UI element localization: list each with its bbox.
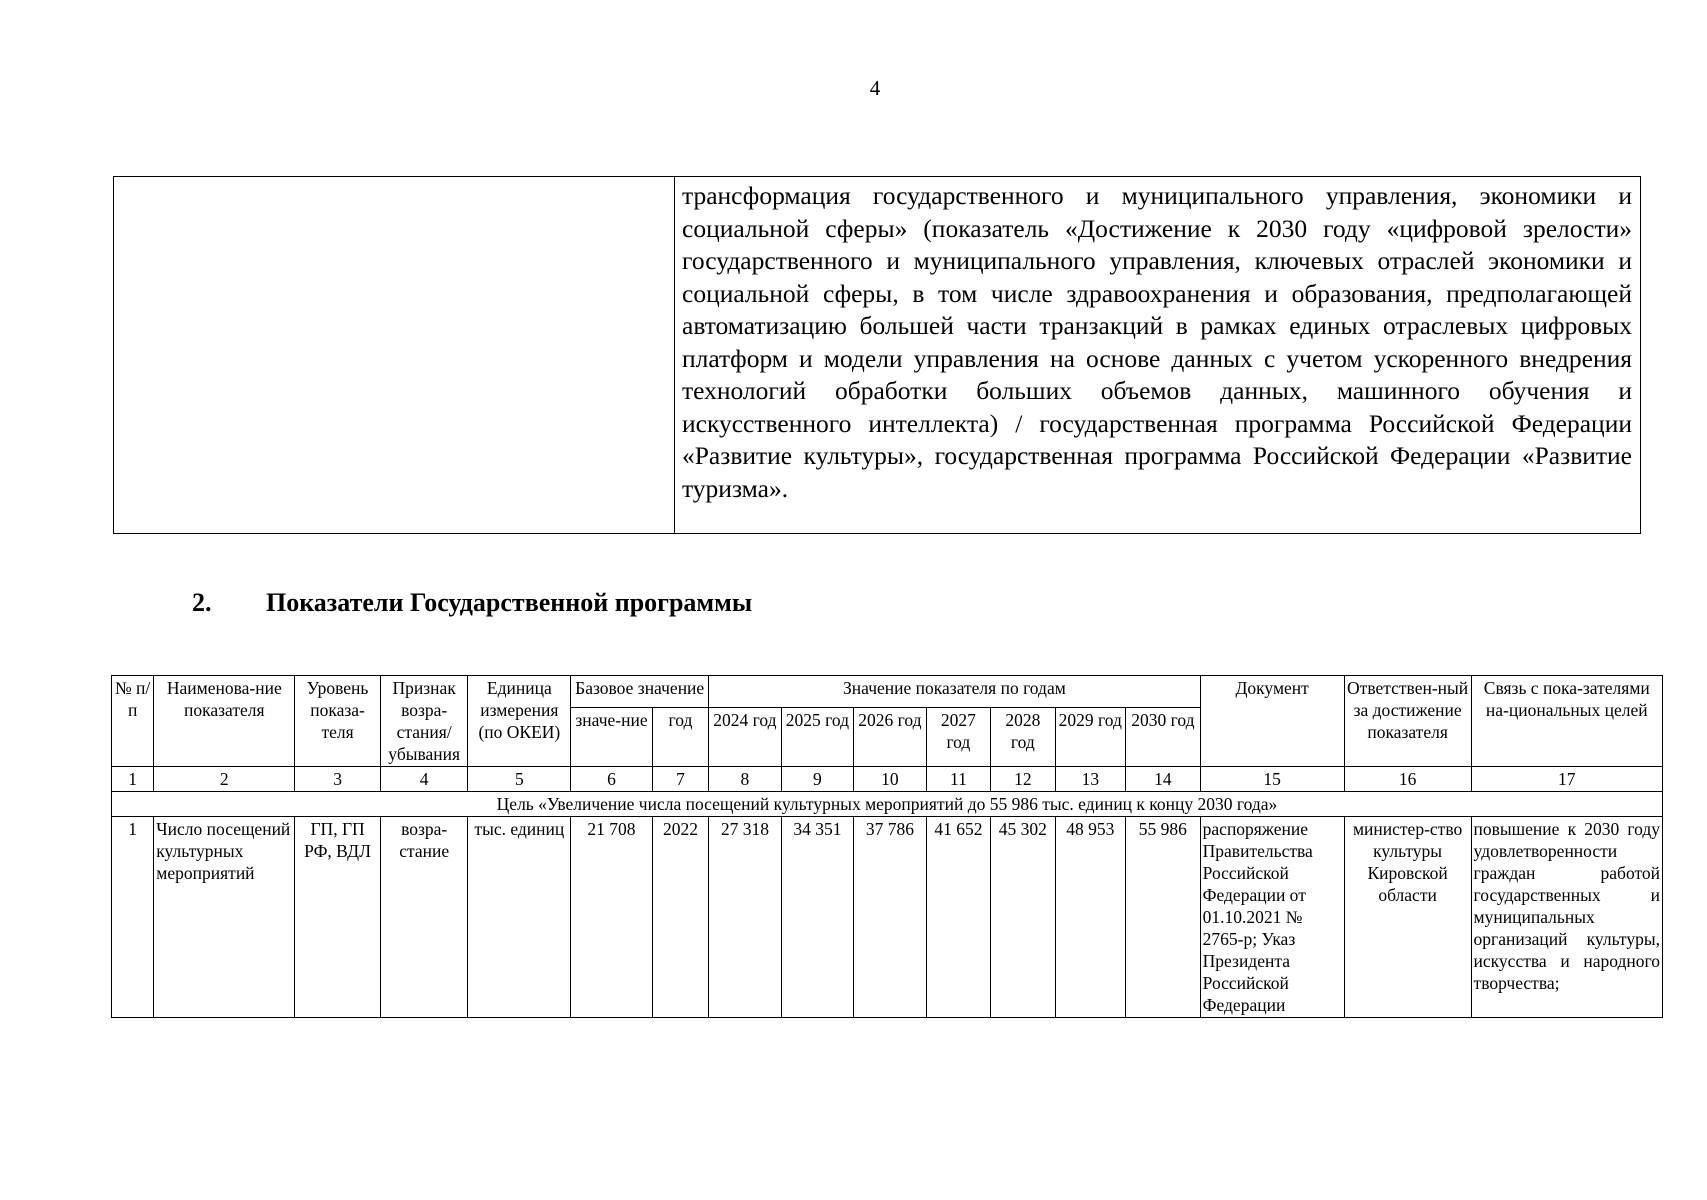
row-value: 55 986	[1126, 817, 1201, 1018]
row-value: 45 302	[991, 817, 1055, 1018]
header-values-by-year: Значение показателя по годам	[709, 676, 1200, 708]
header-num: № п/п	[112, 676, 154, 767]
column-number: 2	[154, 767, 295, 792]
column-number: 17	[1471, 767, 1662, 792]
goal-text: Цель «Увеличение числа посещений культурных мероприятий до 55 986 тыс. единиц к концу 2030 года»	[112, 792, 1663, 817]
row-name: Число посещений культурных мероприятий	[154, 817, 295, 1018]
row-responsible: министер-ство культуры Кировской области	[1344, 817, 1471, 1018]
section-number: 2.	[192, 588, 212, 617]
row-value: 41 652	[926, 817, 990, 1018]
header-document: Документ	[1200, 676, 1344, 767]
header-base: Базовое значение	[571, 676, 709, 708]
column-number: 4	[380, 767, 468, 792]
header-level: Уровень показа-теля	[295, 676, 381, 767]
row-base-value: 21 708	[571, 817, 653, 1018]
column-number: 15	[1200, 767, 1344, 792]
column-number: 5	[468, 767, 571, 792]
column-number: 12	[991, 767, 1055, 792]
table-row	[112, 817, 1663, 1018]
column-number: 16	[1344, 767, 1471, 792]
row-level: ГП, ГП РФ, ВДЛ	[295, 817, 381, 1018]
row-document: распоряжение Правительства Российской Федерации от 01.10.2021 № 2765-р; Указ Президента Российской Федерации	[1200, 817, 1344, 1018]
header-row-1	[112, 676, 1663, 708]
header-name: Наименова-ние показателя	[154, 676, 295, 767]
header-unit: Единица измерения (по ОКЕИ)	[468, 676, 571, 767]
column-number: 6	[571, 767, 653, 792]
goal-row	[112, 792, 1663, 817]
column-number: 10	[854, 767, 927, 792]
indicators-table	[111, 675, 1663, 1018]
column-number: 8	[709, 767, 782, 792]
column-divider	[674, 177, 675, 533]
header-year: 2030 год	[1126, 707, 1201, 766]
row-value: 37 786	[854, 817, 927, 1018]
header-year: 2025 год	[781, 707, 854, 766]
row-unit: тыс. единиц	[468, 817, 571, 1018]
row-value: 34 351	[781, 817, 854, 1018]
column-number: 14	[1126, 767, 1201, 792]
header-year: 2026 год	[854, 707, 927, 766]
column-number: 13	[1055, 767, 1125, 792]
row-num: 1	[112, 817, 154, 1018]
header-year: 2027 год	[926, 707, 990, 766]
header-link: Связь с пока-зателями на-циональных целей	[1471, 676, 1662, 767]
header-base-year: год	[652, 707, 708, 766]
column-number: 1	[112, 767, 154, 792]
row-value: 48 953	[1055, 817, 1125, 1018]
section-title: Показатели Государственной программы	[266, 588, 753, 617]
header-base-value: значе-ние	[571, 707, 653, 766]
header-sign: Признак возра-стания/ убывания	[380, 676, 468, 767]
header-responsible: Ответствен-ный за достижение показателя	[1344, 676, 1471, 767]
column-number: 9	[781, 767, 854, 792]
row-link: повышение к 2030 году удовлетворенности граждан работой государственных и муниципальных организаций культуры, искусства и народного творчества;	[1471, 817, 1662, 1018]
section-heading	[192, 588, 752, 618]
continuation-box	[113, 176, 1641, 534]
column-number: 3	[295, 767, 381, 792]
column-number: 11	[926, 767, 990, 792]
header-year: 2024 год	[709, 707, 782, 766]
page-number: 4	[869, 76, 881, 100]
column-number: 7	[652, 767, 708, 792]
row-value: 27 318	[709, 817, 782, 1018]
continuation-text: трансформация государственного и муниципального управления, экономики и социальной сферы» (показатель «Достижение к 2030 году «цифровой зрелости» государственного и муниципального управления, ключевых отраслей экономики и социальной сферы, в том числе здравоохранения и образования, предполагающей автоматизацию большей части транзакций в рамках единых отраслевых цифровых платформ и модели управления на основе данных с учетом ускоренного внедрения технологий обработки больших объемов данных, машинного обучения и искусственного интеллекта) / государственная программа Российской Федерации «Развитие культуры», государственная программа Российской Федерации «Развитие туризма».	[682, 181, 1632, 503]
header-year: 2029 год	[1055, 707, 1125, 766]
row-sign: возра-стание	[380, 817, 468, 1018]
column-number-row	[112, 767, 1663, 792]
row-base-year: 2022	[652, 817, 708, 1018]
header-year: 2028 год	[991, 707, 1055, 766]
